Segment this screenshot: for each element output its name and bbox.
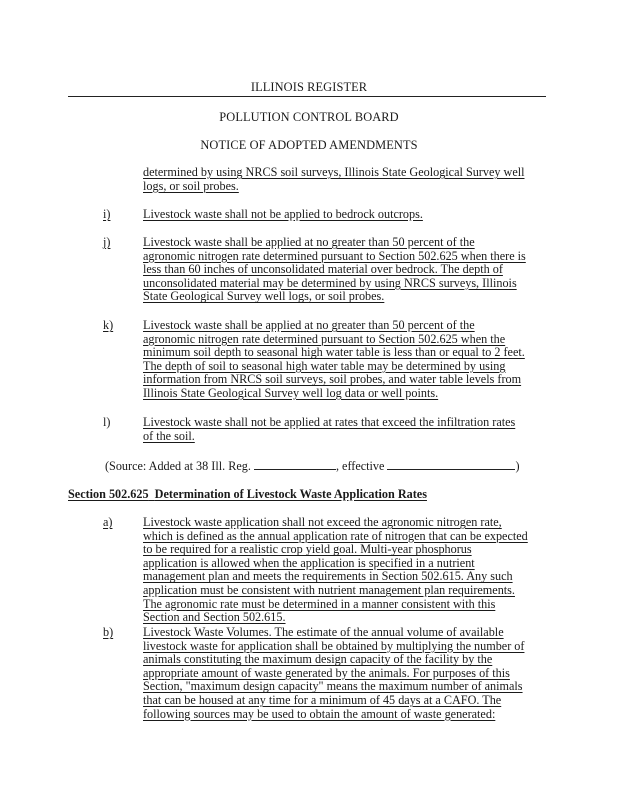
item-label-l: l) xyxy=(103,415,111,429)
register-title: ILLINOIS REGISTER xyxy=(250,80,368,94)
source-blank-effective xyxy=(387,459,515,470)
source-middle: , effective xyxy=(335,459,385,473)
item-text-b: Livestock Waste Volumes. The estimate of the annual volume of available livestock waste for application shall be obtained by multiplying the number of animals constituting the maximum design capacity of the facility by the appropriate amount of waste generated by the animals. For purposes of this Section, "maximum design capacity" means the maximum number of animals that can be housed at any time for a minimum of 45 days at a CAFO. The following sources may be used to obtain the amount of waste generated: xyxy=(143,625,525,721)
item-text-a: Livestock waste application shall not exceed the agronomic nitrogen rate, which is defined as the annual application rate of nitrogen that can be expected to be required for a realistic crop yield goal. Multi-year phosphorus application is allowed when the application is specified in a nutrient management plan and meets the requirements in Section 502.615. Any such application must be consistent with nutrient management plan requirements. The agronomic rate must be determined in a manner consistent with this Section and Section 502.615. xyxy=(143,515,528,625)
source-note xyxy=(105,459,545,474)
source-suffix: ) xyxy=(515,459,520,473)
source-prefix: (Source: Added at 38 Ill. Reg. xyxy=(105,459,251,473)
item-text-l: Livestock waste shall not be applied at rates that exceed the infiltration rates of the soil. xyxy=(143,415,516,443)
section-title: Determination of Livestock Waste Application Rates xyxy=(154,487,427,501)
header-rule xyxy=(68,96,546,97)
item-text-j: Livestock waste shall be applied at no greater than 50 percent of the agronomic nitrogen rate determined pursuant to Section 502.625 when there is less than 60 inches of unconsolidated material over bedrock. The depth of unconsolidated material may be determined by using NRCS surveys, Illinois State Geological Survey well logs, or soil probes. xyxy=(143,235,526,304)
agency-name: POLLUTION CONTROL BOARD xyxy=(219,110,399,124)
section-number: Section 502.625 xyxy=(68,487,149,501)
item-text-i: Livestock waste shall not be applied to bedrock outcrops. xyxy=(143,207,423,221)
section-heading xyxy=(68,488,538,502)
item-label-k: k) xyxy=(103,318,114,332)
item-label-i: i) xyxy=(103,207,111,221)
item-label-j: j) xyxy=(103,235,111,249)
notice-title: NOTICE OF ADOPTED AMENDMENTS xyxy=(200,138,418,152)
source-blank-register xyxy=(254,459,336,470)
item-label-a: a) xyxy=(103,515,113,529)
item-label-b: b) xyxy=(103,625,114,639)
continuation-paragraph: determined by using NRCS soil surveys, Illinois State Geological Survey well logs, or soil probes. xyxy=(143,165,525,193)
item-text-k: Livestock waste shall be applied at no greater than 50 percent of the agronomic nitrogen rate determined pursuant to Section 502.625 when the minimum soil depth to seasonal high water table is less than or equal to 2 feet. The depth of soil to seasonal high water table may be determined by using information from NRCS soil surveys, soil probes, and water table levels from Illinois State Geological Survey well log data or well points. xyxy=(143,318,525,400)
